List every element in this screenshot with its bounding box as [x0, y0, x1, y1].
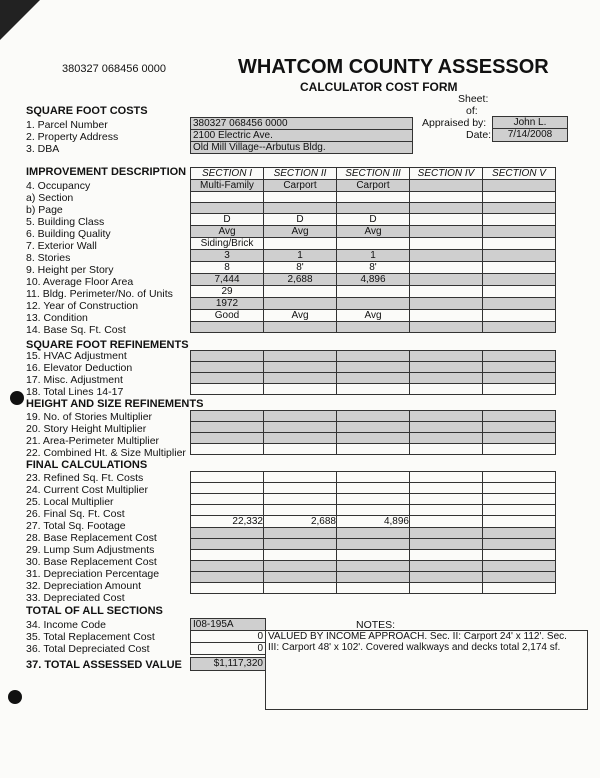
table-cell: Siding/Brick — [191, 238, 264, 250]
table-cell — [483, 351, 556, 362]
row-label: 20. Story Height Multiplier — [26, 423, 147, 435]
table-cell — [410, 310, 483, 322]
row-label: 10. Average Floor Area — [26, 276, 134, 288]
row-label: 30. Base Replacement Cost — [26, 556, 157, 568]
table-cell — [191, 472, 264, 483]
table-cell: Multi-Family — [191, 180, 264, 192]
table-cell — [264, 572, 337, 583]
table-cell: 3 — [191, 250, 264, 262]
table-cell — [337, 286, 410, 298]
table-cell — [410, 298, 483, 310]
table-cell — [483, 214, 556, 226]
row-label: 21. Area-Perimeter Multiplier — [26, 435, 160, 447]
table-cell — [264, 472, 337, 483]
table-cell — [337, 572, 410, 583]
table-cell — [337, 203, 410, 214]
table-row — [191, 351, 556, 362]
table-cell — [410, 286, 483, 298]
table-cell — [483, 494, 556, 505]
table-cell — [191, 494, 264, 505]
table-cell — [191, 351, 264, 362]
table-row — [191, 214, 556, 226]
form-title: WHATCOM COUNTY ASSESSOR — [238, 56, 549, 78]
table-cell — [337, 433, 410, 444]
table-cell — [483, 583, 556, 594]
table-cell — [483, 572, 556, 583]
table-cell — [410, 433, 483, 444]
table-cell — [410, 322, 483, 333]
notes-box — [265, 630, 588, 710]
row-label: 23. Refined Sq. Ft. Costs — [26, 472, 144, 484]
table-cell — [410, 516, 483, 528]
row-label: 6. Building Quality — [26, 228, 111, 240]
table-cell — [337, 238, 410, 250]
table-row — [191, 433, 556, 444]
row-label: 25. Local Multiplier — [26, 496, 114, 508]
date-field: 7/14/2008 — [492, 128, 568, 142]
appraiser-field: John L. — [492, 116, 568, 130]
table-cell: 8' — [337, 262, 410, 274]
row-label: 32. Depreciation Amount — [26, 580, 141, 592]
table-cell — [483, 539, 556, 550]
table-cell: 2,688 — [264, 516, 337, 528]
table-cell — [410, 411, 483, 422]
table-row — [191, 539, 556, 550]
table-cell — [191, 203, 264, 214]
table-cell — [264, 539, 337, 550]
table-cell — [337, 550, 410, 561]
table-cell — [410, 505, 483, 516]
table-cell — [410, 550, 483, 561]
table-cell — [483, 505, 556, 516]
improvement-header: IMPROVEMENT DESCRIPTION — [26, 166, 187, 178]
table-cell — [337, 322, 410, 333]
table-cell — [264, 362, 337, 373]
table-cell — [337, 539, 410, 550]
table-cell — [483, 411, 556, 422]
table-cell — [410, 422, 483, 433]
table-cell — [483, 226, 556, 238]
table-cell — [264, 494, 337, 505]
section-header: SECTION V — [483, 168, 556, 180]
table-row — [191, 550, 556, 561]
notes-line: III: Carport 48' x 102'. Covered walkways and decks total 2,174 sf. — [268, 642, 561, 653]
table-row — [191, 444, 556, 455]
table-cell — [410, 528, 483, 539]
table-cell — [191, 192, 264, 203]
refinements-header: SQUARE FOOT REFINEMENTS — [26, 339, 189, 351]
table-cell — [191, 384, 264, 395]
final-calculations-header: FINAL CALCULATIONS — [26, 459, 148, 471]
table-cell — [483, 472, 556, 483]
table-cell — [191, 505, 264, 516]
table-cell — [337, 298, 410, 310]
row-label: 9. Height per Story — [26, 264, 114, 276]
table-row — [191, 262, 556, 274]
table-cell — [410, 444, 483, 455]
table-cell — [337, 561, 410, 572]
row-label: 12. Year of Construction — [26, 300, 139, 312]
row-label: 11. Bldg. Perimeter/No. of Units — [26, 288, 173, 300]
row-label: 29. Lump Sum Adjustments — [26, 544, 155, 556]
table-cell — [410, 384, 483, 395]
table-cell — [483, 362, 556, 373]
table-cell — [264, 298, 337, 310]
appraised-label: Appraised by: — [422, 117, 487, 129]
section-header: SECTION III — [337, 168, 410, 180]
table-cell — [483, 262, 556, 274]
table-row — [191, 528, 556, 539]
table-cell: 4,896 — [337, 516, 410, 528]
table-cell — [191, 550, 264, 561]
table-cell: Carport — [337, 180, 410, 192]
table-row — [191, 384, 556, 395]
info-label: 1. Parcel Number — [26, 119, 108, 131]
table-cell — [264, 286, 337, 298]
table-cell: D — [191, 214, 264, 226]
table-cell — [337, 384, 410, 395]
row-label: 4. Occupancy — [26, 180, 91, 192]
table-cell — [191, 433, 264, 444]
table-cell — [337, 192, 410, 203]
table-row — [191, 472, 556, 483]
table-row — [191, 310, 556, 322]
table-row — [191, 322, 556, 333]
parcel-number-header: 380327 068456 0000 — [62, 63, 166, 75]
table-cell — [410, 274, 483, 286]
table-row — [191, 561, 556, 572]
table-cell — [264, 444, 337, 455]
table-row — [191, 516, 556, 528]
row-label: 14. Base Sq. Ft. Cost — [26, 324, 126, 336]
table-cell: Avg — [337, 310, 410, 322]
table-cell — [410, 262, 483, 274]
table-row — [191, 192, 556, 203]
table-cell — [483, 322, 556, 333]
notes-line: VALUED BY INCOME APPROACH. Sec. II: Carport 24' x 112'. Sec. — [268, 631, 567, 642]
table-cell — [410, 483, 483, 494]
table-cell: 1972 — [191, 298, 264, 310]
table-cell — [264, 373, 337, 384]
assessed-value-field: $1,117,320 — [190, 657, 266, 671]
row-label: 22. Combined Ht. & Size Multiplier — [26, 447, 186, 459]
sheet-label: Sheet: — [458, 93, 489, 105]
table-cell: 8' — [264, 262, 337, 274]
table-cell — [410, 583, 483, 594]
section-header: SECTION I — [191, 168, 264, 180]
table-cell — [483, 238, 556, 250]
table-cell — [410, 351, 483, 362]
table-cell — [410, 539, 483, 550]
table-cell — [264, 203, 337, 214]
address-field: 2100 Electric Ave. — [190, 129, 413, 142]
table-row — [191, 411, 556, 422]
table-cell: 7,444 — [191, 274, 264, 286]
assessed-value-label: 37. TOTAL ASSESSED VALUE — [26, 659, 182, 671]
table-cell — [337, 444, 410, 455]
table-cell — [264, 433, 337, 444]
table-cell — [483, 433, 556, 444]
table-cell: Avg — [191, 226, 264, 238]
table-cell — [191, 411, 264, 422]
table-row — [191, 483, 556, 494]
table-cell — [483, 250, 556, 262]
table-cell — [337, 422, 410, 433]
total-depreciated-field: 0 — [190, 642, 266, 655]
table-cell — [483, 203, 556, 214]
table-cell: 29 — [191, 286, 264, 298]
income-code-field: I08-195A — [190, 618, 266, 631]
table-cell — [410, 373, 483, 384]
table-row — [191, 238, 556, 250]
table-cell — [337, 494, 410, 505]
improvement-table — [190, 167, 556, 333]
table-cell — [191, 444, 264, 455]
row-label: 27. Total Sq. Footage — [26, 520, 126, 532]
table-cell — [483, 422, 556, 433]
table-row — [191, 422, 556, 433]
table-cell — [191, 373, 264, 384]
table-cell — [410, 362, 483, 373]
table-cell — [337, 373, 410, 384]
table-cell — [264, 583, 337, 594]
table-cell — [191, 561, 264, 572]
row-label: 24. Current Cost Multiplier — [26, 484, 148, 496]
table-cell — [264, 384, 337, 395]
table-cell — [483, 274, 556, 286]
table-cell: 1 — [264, 250, 337, 262]
row-label: 19. No. of Stories Multiplier — [26, 411, 153, 423]
table-cell: 22,332 — [191, 516, 264, 528]
row-label: b) Page — [26, 204, 63, 216]
table-cell — [410, 192, 483, 203]
info-label: 3. DBA — [26, 143, 60, 155]
table-cell — [483, 180, 556, 192]
table-cell — [337, 505, 410, 516]
table-cell — [410, 572, 483, 583]
table-cell — [191, 539, 264, 550]
table-cell: Avg — [264, 226, 337, 238]
dba-field: Old Mill Village--Arbutus Bldg. — [190, 141, 413, 154]
total-sections-header: TOTAL OF ALL SECTIONS — [26, 605, 163, 617]
table-cell — [410, 561, 483, 572]
row-label: 31. Depreciation Percentage — [26, 568, 160, 580]
table-cell — [483, 298, 556, 310]
table-cell — [264, 561, 337, 572]
table-cell — [191, 362, 264, 373]
row-label: 28. Base Replacement Cost — [26, 532, 157, 544]
table-row — [191, 180, 556, 192]
table-cell — [191, 422, 264, 433]
table-cell — [483, 444, 556, 455]
date-label: Date: — [466, 129, 492, 141]
table-cell — [337, 351, 410, 362]
table-cell: Avg — [264, 310, 337, 322]
table-cell: 8 — [191, 262, 264, 274]
row-label: 8. Stories — [26, 252, 71, 264]
table-cell: 1 — [337, 250, 410, 262]
table-cell — [264, 238, 337, 250]
total-label: 36. Total Depreciated Cost — [26, 643, 150, 655]
table-cell — [410, 494, 483, 505]
sqft-costs-header: SQUARE FOOT COSTS — [26, 105, 148, 117]
table-cell — [483, 192, 556, 203]
row-label: 7. Exterior Wall — [26, 240, 97, 252]
table-row — [191, 250, 556, 262]
table-cell — [483, 373, 556, 384]
table-row — [191, 362, 556, 373]
table-cell — [264, 505, 337, 516]
table-cell — [483, 528, 556, 539]
table-cell — [410, 472, 483, 483]
table-cell — [264, 322, 337, 333]
table-row — [191, 286, 556, 298]
table-cell — [483, 561, 556, 572]
table-cell — [483, 384, 556, 395]
table-cell: Avg — [337, 226, 410, 238]
table-cell — [483, 550, 556, 561]
table-cell — [410, 250, 483, 262]
row-label: 15. HVAC Adjustment — [26, 350, 127, 362]
table-cell — [191, 483, 264, 494]
info-label: 2. Property Address — [26, 131, 119, 143]
section-header: SECTION II — [264, 168, 337, 180]
table-row — [191, 583, 556, 594]
row-label: 33. Depreciated Cost — [26, 592, 125, 604]
total-label: 35. Total Replacement Cost — [26, 631, 155, 643]
table-cell — [483, 310, 556, 322]
table-cell — [191, 528, 264, 539]
table-cell — [337, 411, 410, 422]
row-label: 26. Final Sq. Ft. Cost — [26, 508, 125, 520]
table-cell — [337, 362, 410, 373]
table-cell — [410, 238, 483, 250]
table-cell — [483, 483, 556, 494]
table-cell — [264, 528, 337, 539]
table-cell — [410, 203, 483, 214]
table-row — [191, 274, 556, 286]
of-label: of: — [466, 105, 478, 117]
table-cell: Good — [191, 310, 264, 322]
table-cell: 2,688 — [264, 274, 337, 286]
table-cell — [264, 483, 337, 494]
table-cell — [264, 411, 337, 422]
table-cell — [191, 583, 264, 594]
table-cell: Carport — [264, 180, 337, 192]
table-cell — [483, 516, 556, 528]
row-label: 13. Condition — [26, 312, 88, 324]
row-label: a) Section — [26, 192, 74, 204]
table-row — [191, 203, 556, 214]
table-cell — [337, 528, 410, 539]
table-row — [191, 373, 556, 384]
total-label: 34. Income Code — [26, 619, 106, 631]
final-calculations-table — [190, 471, 556, 594]
total-replacement-field: 0 — [190, 630, 266, 643]
table-cell — [337, 483, 410, 494]
row-label: 18. Total Lines 14-17 — [26, 386, 124, 398]
notes-label: NOTES: — [356, 619, 396, 631]
table-row — [191, 494, 556, 505]
table-row — [191, 572, 556, 583]
height-size-table — [190, 410, 556, 455]
table-cell: D — [337, 214, 410, 226]
form-subtitle: CALCULATOR COST FORM — [300, 80, 458, 94]
table-cell — [264, 422, 337, 433]
row-label: 16. Elevator Deduction — [26, 362, 133, 374]
row-label: 17. Misc. Adjustment — [26, 374, 123, 386]
section-header-row — [191, 168, 556, 180]
punch-hole — [8, 690, 22, 704]
table-cell — [191, 322, 264, 333]
table-row — [191, 505, 556, 516]
row-label: 5. Building Class — [26, 216, 105, 228]
table-cell: 4,896 — [337, 274, 410, 286]
height-size-header: HEIGHT AND SIZE REFINEMENTS — [26, 398, 204, 410]
table-cell: D — [264, 214, 337, 226]
table-cell — [264, 351, 337, 362]
table-cell — [191, 572, 264, 583]
table-cell — [337, 472, 410, 483]
table-row — [191, 298, 556, 310]
table-cell — [264, 192, 337, 203]
table-cell — [483, 286, 556, 298]
table-cell — [264, 550, 337, 561]
table-cell — [410, 214, 483, 226]
table-cell — [410, 226, 483, 238]
scan-corner-shadow — [0, 0, 40, 40]
parcel-number-field: 380327 068456 0000 — [190, 117, 413, 130]
refinements-table — [190, 350, 556, 395]
table-cell — [410, 180, 483, 192]
section-header: SECTION IV — [410, 168, 483, 180]
punch-hole — [10, 391, 24, 405]
table-row — [191, 226, 556, 238]
table-cell — [337, 583, 410, 594]
